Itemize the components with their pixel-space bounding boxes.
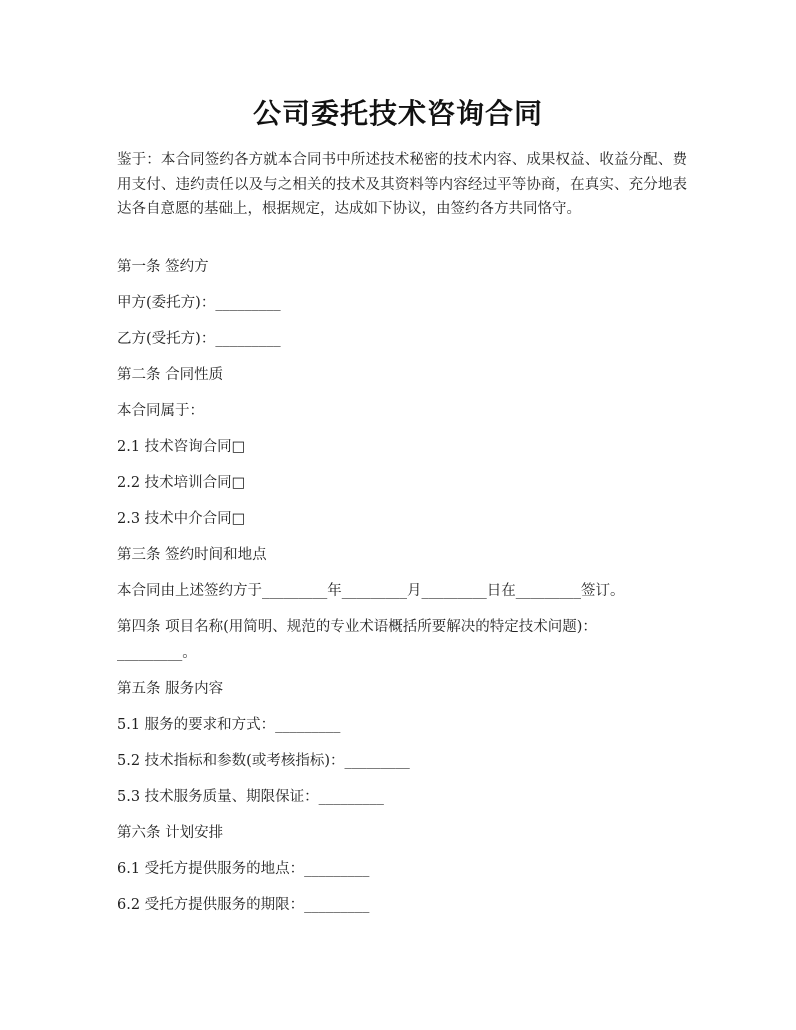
party-a-line: 甲方(委托方)：_________ [117, 295, 281, 311]
article-3-heading: 第三条 签约时间和地点 [117, 547, 267, 563]
article-1-heading: 第一条 签约方 [117, 259, 209, 275]
article-5-heading: 第五条 服务内容 [117, 681, 224, 697]
clause-5-3: 5.3 技术服务质量、期限保证：_________ [117, 789, 384, 805]
article-2-heading: 第二条 合同性质 [117, 367, 224, 383]
article-6-heading: 第六条 计划安排 [117, 825, 224, 841]
contract-type-intro: 本合同属于： [117, 403, 204, 419]
clause-6-1: 6.1 受托方提供服务的地点：_________ [117, 861, 370, 877]
document-title: 公司委托技术咨询合同 [252, 97, 543, 130]
signing-time-place-line: 本合同由上述签约方于_________年_________月_________日在_________签订。 [117, 583, 625, 599]
article-4-heading: 第四条 项目名称(用简明、规范的专业术语概括所要解决的特定技术问题)： [117, 619, 597, 635]
clause-2-3: 2.3 技术中介合同□ [117, 511, 246, 527]
party-b-line: 乙方(受托方)：_________ [117, 331, 281, 347]
clause-2-1: 2.1 技术咨询合同□ [117, 439, 246, 455]
clause-5-1: 5.1 服务的要求和方式：_________ [117, 717, 341, 733]
preamble-paragraph: 鉴于：本合同签约各方就本合同书中所述技术秘密的技术内容、成果权益、收益分配、费用支付、违约责任以及与之相关的技术及其资料等内容经过平等协商，在真实、充分地表达各自意愿的基础上，根据规定，达成如下协议，由签约各方共同恪守。 [117, 152, 687, 217]
project-name-blank: _________。 [117, 645, 197, 661]
clause-6-2: 6.2 受托方提供服务的期限：_________ [117, 897, 370, 913]
clause-2-2: 2.2 技术培训合同□ [117, 475, 246, 491]
clause-5-2: 5.2 技术指标和参数(或考核指标)：_________ [117, 753, 410, 769]
